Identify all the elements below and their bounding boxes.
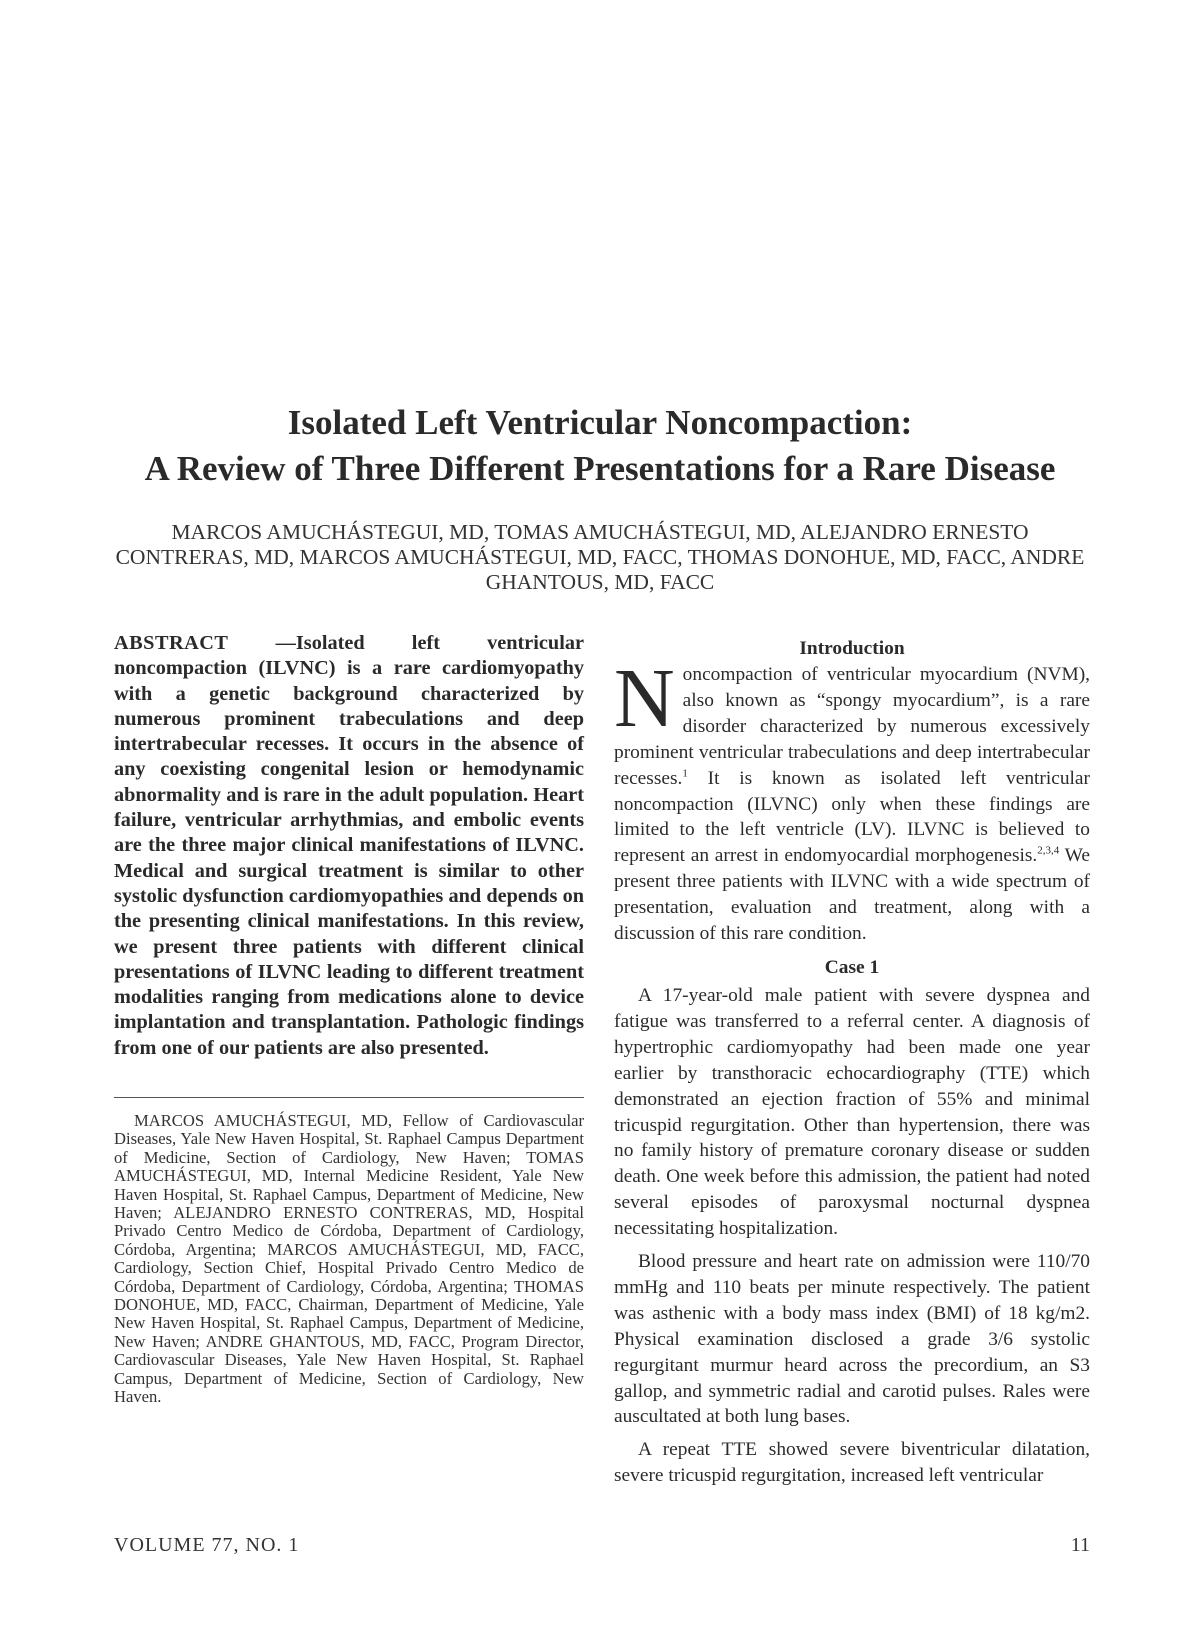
case1-paragraph-1: A 17-year-old male patient with severe dyspnea and fatigue was transferred to a referral center. A diagnosis of hypertrophic cardiomyopathy had been made one year earlier by transthoracic echocardiography (TTE) which demonstrated an ejection fraction of 55% and minimal tricuspid regurgitation. Other than hypertension, there was no family history of premature coronary disease or sudden death. One week before this admission, the patient had noted several episodes of paroxysmal nocturnal dyspnea necessitating hospitalization. [614,984,1090,1240]
title-line-1: Isolated Left Ventricular Noncompaction: [287,403,913,442]
abstract-label: ABSTRACT [114,632,229,654]
title-line-2: A Review of Three Different Presentations for a Rare Disease [144,449,1056,488]
abstract-text: —Isolated left ventricular noncompaction (ILVNC) is a rare cardiomyopathy with a genetic background characterized by numerous prominent trabeculations and deep intertrabecular recesses. It occurs in the absence of any coexisting congenital lesion or hemodynamic abnormality and is rare in the adult population. Heart failure, ventricular arrhythmias, and embolic events are the three major clinical manifestations of ILVNC. Medical and surgical treatment is similar to other systolic dysfunction cardiomyopathies and depends on the presenting clinical manifestations. In this review, we present three patients with different clinical presentations of ILVNC leading to different treatment modalities ranging from medications alone to device implantation and transplantation. Pathologic findings from one of our patients are also presented. [114,632,584,1059]
case1-paragraph-3: A repeat TTE showed severe biventricular dilatation, severe tricuspid regurgitation, increased left ventricular [614,1439,1090,1487]
intro-text-b: It is known as isolated left ventricular noncompaction (ILVNC) only when these findings are limited to the left ventricle (LV). ILVNC is believed to represent an arrest in endomyocardial morphogenesis. [614,767,1090,867]
reference-superscript: 1 [682,767,688,780]
introduction-paragraph [614,652,1091,947]
page-number: 11 [1070,1534,1090,1556]
intro-text-a: oncompaction of ventricular myocardium (NVM), also known as “spongy myocardium”, is a rare disorder characterized by numerous excessively prominent ventricular trabeculations and deep intertrabecular recesses. [614,664,1090,789]
body-column [614,636,1090,1489]
article-title [0,400,1200,492]
reference-superscript: 2,3,4 [1037,844,1060,857]
introduction-heading: Introduction [799,638,905,659]
abstract [114,631,584,1061]
footnote-divider [114,1097,584,1098]
journal-volume: VOLUME 77, NO. 1 [114,1534,300,1556]
drop-cap: N [614,652,675,745]
author-affiliations: MARCOS AMUCHÁSTEGUI, MD, Fellow of Cardiovascular Diseases, Yale New Haven Hospital, St. Raphael Campus Department of Medicine, Section of Cardiology, New Haven; TOMAS AMUCHÁSTEGUI, MD, Internal Medicine Resident, Yale New Haven Hospital, St. Raphael Campus, Department of Medicine, New Haven; ALEJANDRO ERNESTO CONTRERAS, MD, Hospital Privado Centro Medico de Córdoba, Department of Cardiology, Córdoba, Argentina; MARCOS AMUCHÁSTEGUI, MD, FACC, Cardiology, Section Chief, Hospital Privado Centro Medico de Córdoba, Department of Cardiology, Córdoba, Argentina; THOMAS DONOHUE, MD, FACC, Chairman, Department of Medicine, Yale New Haven Hospital, St. Raphael Campus, Department of Medicine, New Haven; ANDRE GHANTOUS, MD, FACC, Program Director, Cardiovascular Diseases, Yale New Haven Hospital, St. Raphael Campus, Department of Medicine, Section of Cardiology, New Haven. [114,1111,584,1407]
intro-text-c: We present three patients with ILVNC with a wide spectrum of presentation, evaluation and treatment, along with a discussion of this rare condition. [614,845,1091,945]
case1-heading: Case 1 [824,956,880,978]
author-list: MARCOS AMUCHÁSTEGUI, MD, TOMAS AMUCHÁSTEGUI, MD, ALEJANDRO ERNESTO CONTRERAS, MD, MARCOS AMUCHÁSTEGUI, MD, FACC, THOMAS DONOHUE, MD, FACC, ANDRE GHANTOUS, MD, FACC [115,520,1085,594]
case1-paragraph-2: Blood pressure and heart rate on admission were 110/70 mmHg and 110 beats per minute respectively. The patient was asthenic with a body mass index (BMI) of 18 kg/m2. Physical examination disclosed a grade 3/6 systolic regurgitant murmur heard across the precordium, an S3 gallop, and symmetric radial and carotid pulses. Rales were auscultated at both lung bases. [614,1251,1090,1428]
